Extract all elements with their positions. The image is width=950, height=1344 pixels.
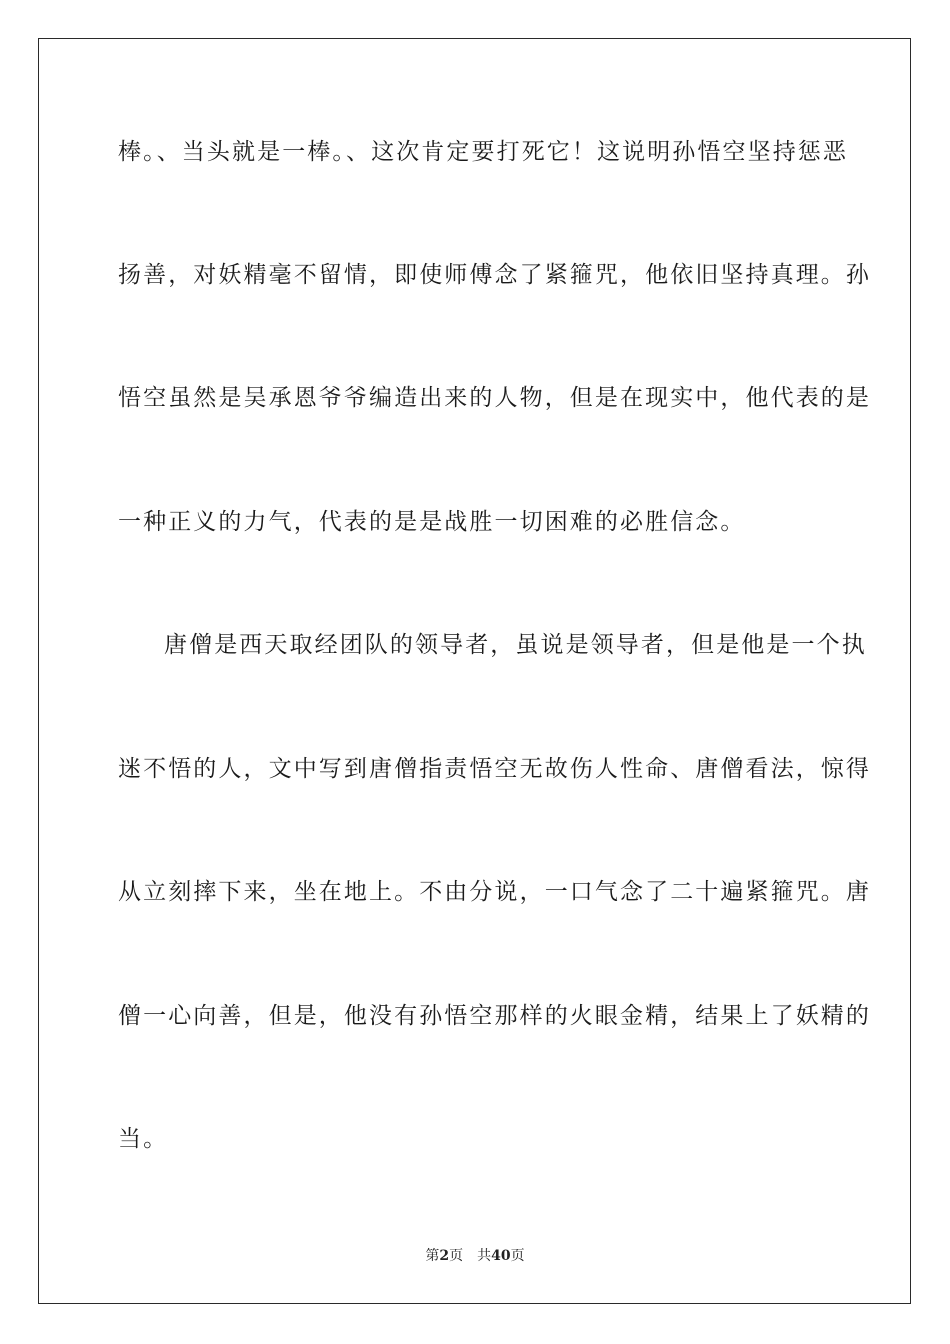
total-pages: 40 [491, 1248, 511, 1264]
page-prefix: 第 [425, 1248, 440, 1264]
text-line: 唐僧是西天取经团队的领导者，虽说是领导者，但是他是一个执 [164, 632, 867, 658]
page-footer [0, 1246, 950, 1266]
text-line: 扬善，对妖精毫不留情，即使师傅念了紧箍咒，他依旧坚持真理。孙 [118, 262, 871, 288]
total-prefix: 共 [477, 1248, 492, 1264]
text-line: 僧一心向善，但是，他没有孙悟空那样的火眼金精，结果上了妖精的 [118, 1003, 871, 1029]
page-suffix: 页 [449, 1248, 464, 1264]
text-line: 迷不悟的人，文中写到唐僧指责悟空无故伤人性命、唐僧看法，惊得 [118, 756, 871, 782]
text-line: 棒。、当头就是一棒。、这次肯定要打死它！这说明孙悟空坚持惩恶 [118, 139, 848, 165]
total-suffix: 页 [510, 1248, 525, 1264]
text-line: 当。 [118, 1126, 169, 1152]
text-line: 一种正义的力气，代表的是是战胜一切困难的必胜信念。 [118, 509, 746, 535]
page-number: 2 [439, 1248, 450, 1264]
text-line: 从立刻摔下来，坐在地上。不由分说，一口气念了二十遍紧箍咒。唐 [118, 879, 871, 905]
page-border [38, 38, 911, 1304]
text-line: 悟空虽然是吴承恩爷爷编造出来的人物，但是在现实中，他代表的是 [118, 385, 871, 411]
